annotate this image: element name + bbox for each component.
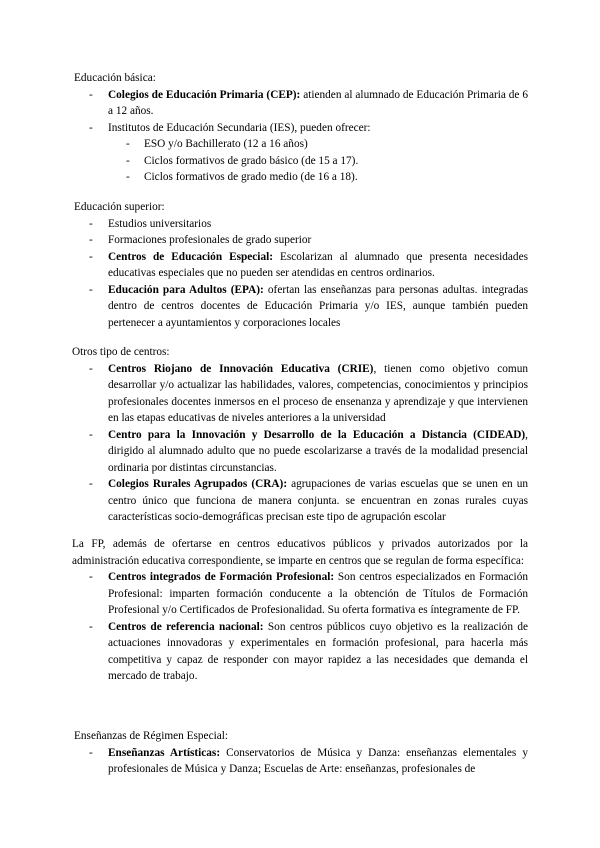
section-educacion-basica <box>72 70 528 186</box>
section-heading: Otros tipo de centros: <box>72 346 170 358</box>
list-item <box>72 282 528 332</box>
list-item <box>72 745 528 778</box>
section-heading: Educación superior: <box>74 201 165 213</box>
bullet-dash: - <box>89 283 93 296</box>
bullet-dash: - <box>89 362 93 375</box>
item-term: Enseñanzas Artísticas: <box>108 746 221 759</box>
item-text: , dirigido al alumnado adulto que no puede escolarizarse a través de la modalidad presencial ordinaria por distintas circunstancias. <box>108 428 528 474</box>
list-item <box>72 619 528 685</box>
item-text: Ciclos formativos de grado medio (de 16 a 18). <box>144 171 358 183</box>
item-text: Ciclos formativos de grado básico (de 15 a 17). <box>144 154 359 167</box>
item-text: Conservatorios de Música y Danza: enseñanzas elementales y profesionales de Música y Danza; Escuelas de Arte: enseñanzas, profesionales de <box>108 746 528 775</box>
item-term: Colegios de Educación Primaria (CEP): <box>108 88 301 101</box>
bullet-list <box>72 216 528 332</box>
item-term: Colegios Rurales Agrupados (CRA): <box>108 478 288 490</box>
list-item <box>72 249 528 282</box>
item-term: Centros de referencia nacional: <box>108 620 264 633</box>
item-term: Educación para Adultos (EPA): <box>108 283 264 296</box>
section-educacion-superior <box>72 199 528 331</box>
list-item <box>72 476 528 526</box>
item-term: Centros Riojano de Innovación Educativa (CRIE) <box>108 362 374 375</box>
bullet-dash: - <box>89 234 93 246</box>
item-term: Centros de Educación Especial: <box>108 250 273 263</box>
section-heading: Enseñanzas de Régimen Especial: <box>74 730 229 742</box>
item-text: Son centros públicos cuyo objetivo es la realización de actuaciones innovadoras y experimentales en formación profesional, para hacerla más competitiva y capaz de responder con mayor rapidez a las necesidades que demanda el mercado de trabajo. <box>108 620 529 682</box>
bullet-dash: - <box>126 154 130 167</box>
list-item <box>72 427 528 477</box>
bullet-list <box>72 87 528 186</box>
item-text: , tienen como objetivo comun desarrollar y/o actualizar las habilidades, valores, competencias, conocimientos y principios profesionales docentes inmersos en el proceso de ensenanza y aprendizaje y que intervienen en las etapas educativas de niveles anteriores a la universidad <box>108 362 529 424</box>
list-item <box>72 569 528 619</box>
bullet-dash: - <box>89 121 93 134</box>
bullet-dash: - <box>126 138 130 150</box>
bullet-dash: - <box>89 746 93 759</box>
item-text: ESO y/o Bachillerato (12 a 16 años) <box>144 138 308 150</box>
bullet-list <box>72 569 528 685</box>
section-regimen-especial <box>72 728 528 778</box>
item-text: Formaciones profesionales de grado superior <box>108 234 312 246</box>
bullet-dash: - <box>89 88 93 101</box>
item-term: Centros integrados de Formación Profesional: <box>108 571 335 583</box>
bullet-dash: - <box>126 171 130 183</box>
bullet-dash: - <box>89 250 93 263</box>
sub-list-item <box>72 153 528 170</box>
sub-list-item <box>72 169 528 186</box>
list-item <box>72 216 528 233</box>
bullet-dash: - <box>89 428 93 441</box>
item-text: Escolarizan al alumnado que presenta necesidades educativas especiales que no pueden ser atendidas en centros ordinarios. <box>108 250 528 279</box>
section-heading: Educación básica: <box>74 72 156 84</box>
bullet-dash: - <box>89 620 93 633</box>
bullet-dash: - <box>89 478 93 490</box>
section-otros-centros <box>72 344 528 526</box>
list-item <box>72 87 528 120</box>
fp-intro-paragraph: La FP, además de ofertarse en centros educativos públicos y privados autorizados por la administración educativa correspondiente, se imparte en centros que se regulan de forma específica: <box>72 538 528 567</box>
item-text: Estudios universitarios <box>108 217 212 230</box>
sub-list-item <box>72 136 528 153</box>
section-fp <box>72 536 528 685</box>
bullet-dash: - <box>89 571 93 583</box>
list-item <box>72 120 528 137</box>
item-text: agrupaciones de varias escuelas que se unen en un centro único que funciona de manera conjunta. se encuentran en zonas rurales cuyas características socio-demográficas precisan este tipo de agrupación escolar <box>108 478 528 523</box>
bullet-list <box>72 745 528 778</box>
item-text: ofertan las enseñanzas para personas adultas. integradas dentro de centros docentes de Educación Primaria y/o IES, aunque también pueden pertenecer a ayuntamientos y corporaciones locales <box>108 283 528 329</box>
item-text: Institutos de Educación Secundaria (IES), pueden ofrecer: <box>108 121 371 134</box>
item-term: Centro para la Innovación y Desarrollo de la Educación a Distancia (CIDEAD) <box>108 428 526 441</box>
list-item <box>72 232 528 249</box>
bullet-dash: - <box>89 217 93 230</box>
bullet-list <box>72 361 528 526</box>
item-text: Son centros especializados en Formación Profesional: imparten formación conducente a la obtención de Títulos de Formación Profesional y/o Certificados de Profesionalidad. Su oferta formativa es íntegramente de FP. <box>108 571 528 616</box>
item-text: atienden al alumnado de Educación Primaria de 6 a 12 años. <box>108 88 528 117</box>
list-item <box>72 361 528 427</box>
